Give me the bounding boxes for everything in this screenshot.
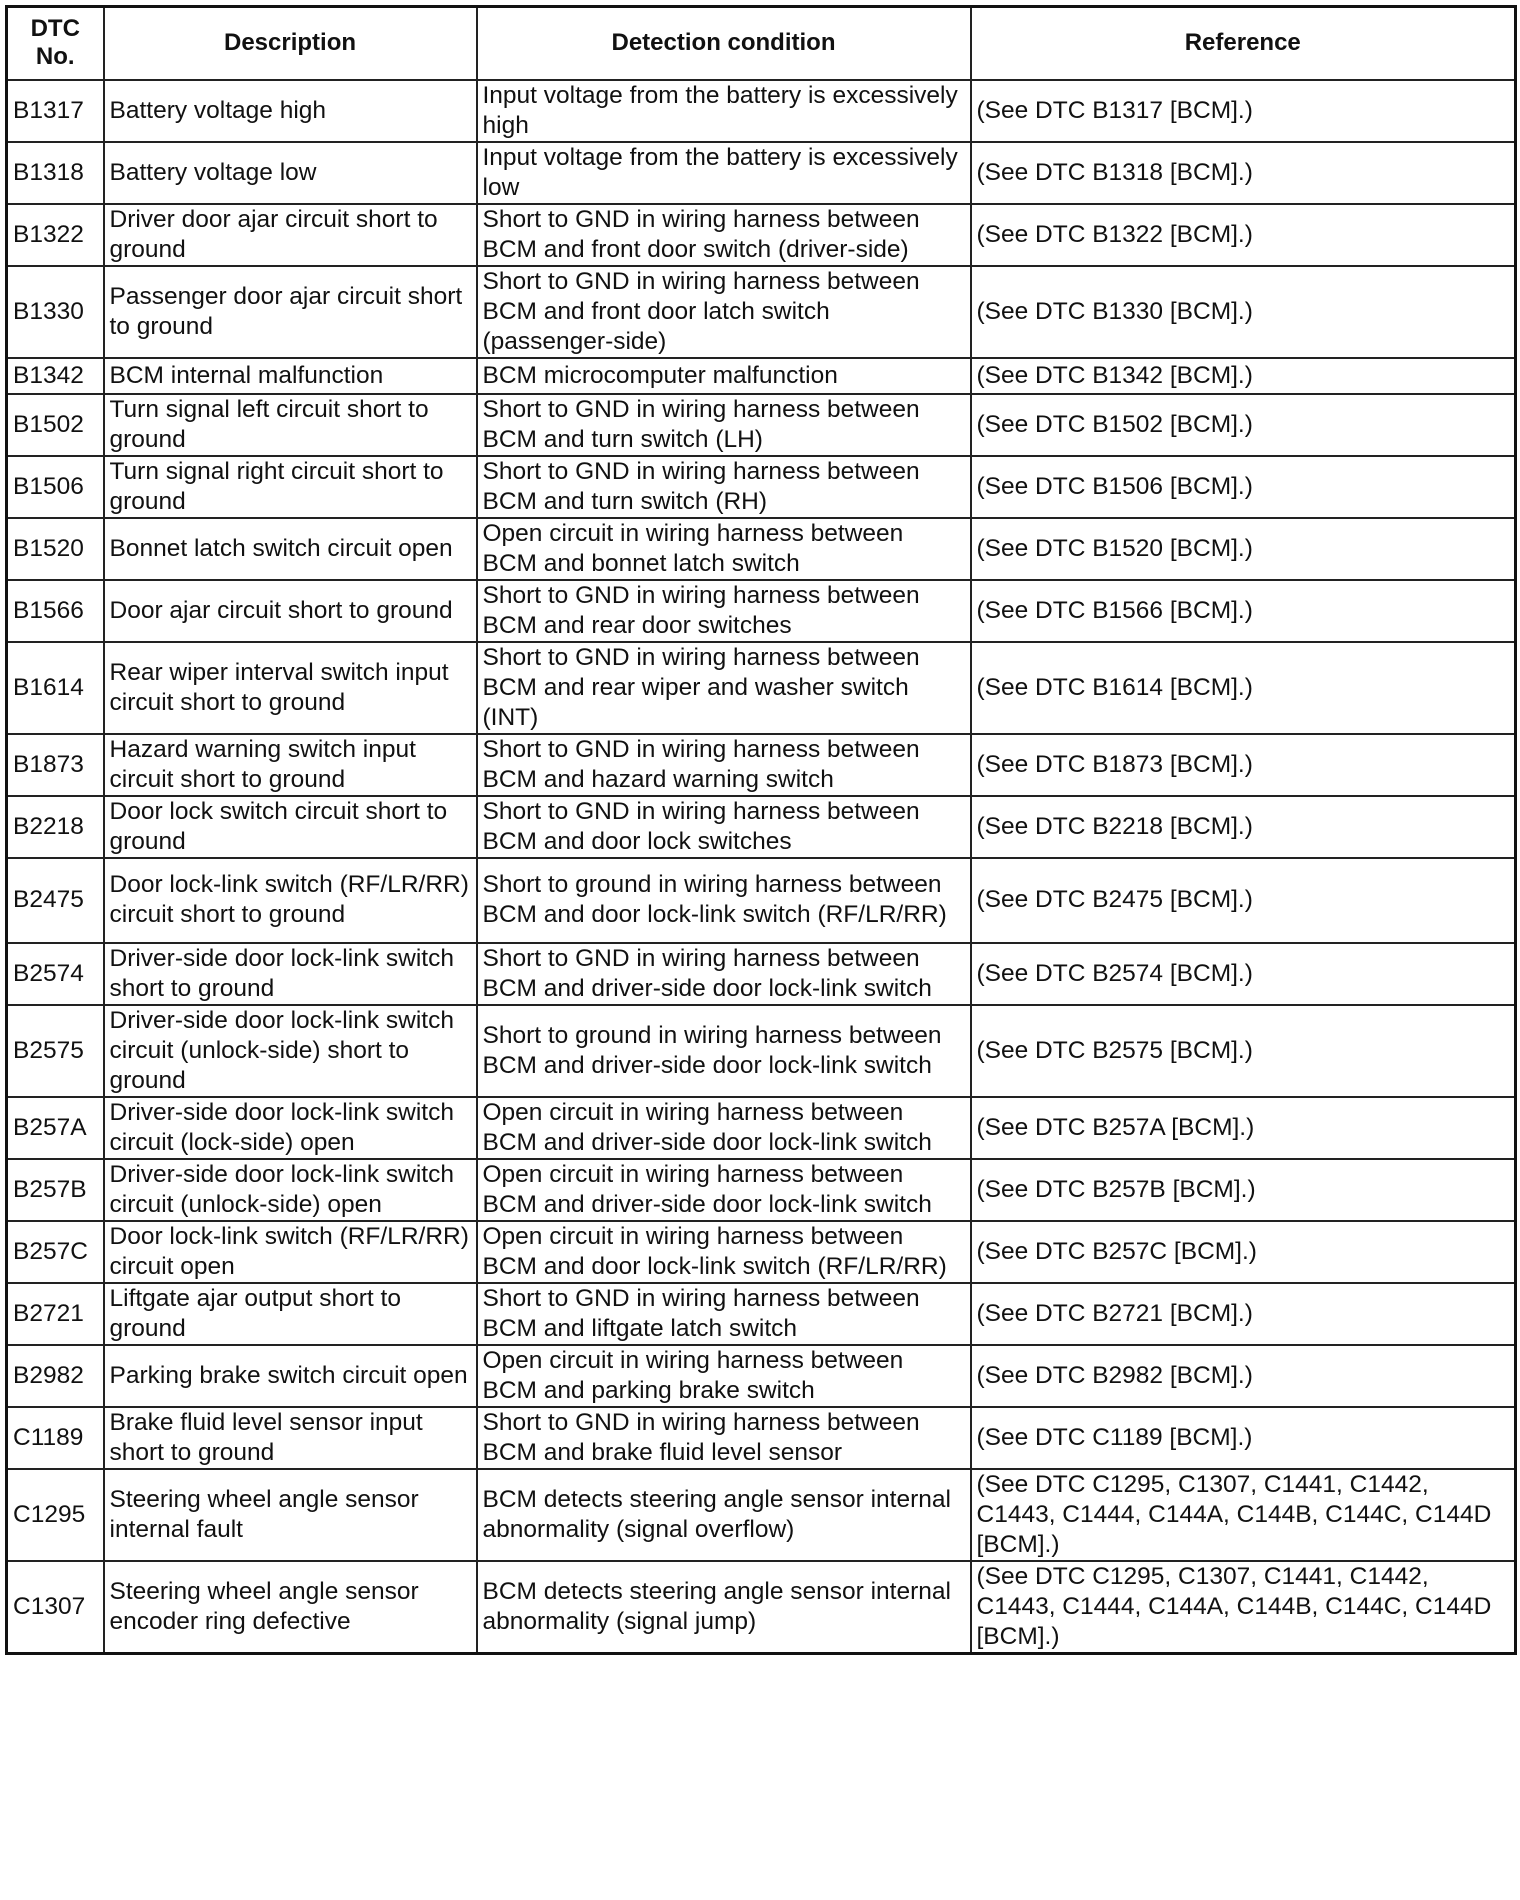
- detection-cell: Open circuit in wiring harness between BCM and parking brake switch: [477, 1345, 971, 1407]
- dtc-cell: B257A: [7, 1097, 104, 1159]
- reference-cell: (See DTC B1520 [BCM].): [971, 518, 1516, 580]
- reference-cell: (See DTC B1502 [BCM].): [971, 394, 1516, 456]
- detection-cell: Open circuit in wiring harness between BCM and driver-side door lock-link switch: [477, 1097, 971, 1159]
- dtc-cell: B257B: [7, 1159, 104, 1221]
- table-row: [7, 1407, 1516, 1469]
- table-row: [7, 796, 1516, 858]
- detection-cell: Short to GND in wiring harness between BCM and front door switch (driver-side): [477, 204, 971, 266]
- description-cell: Door lock switch circuit short to ground: [104, 796, 477, 858]
- detection-cell: Short to ground in wiring harness between BCM and door lock-link switch (RF/LR/RR): [477, 858, 971, 943]
- table-row: [7, 204, 1516, 266]
- description-cell: Brake fluid level sensor input short to ground: [104, 1407, 477, 1469]
- dtc-cell: B1873: [7, 734, 104, 796]
- table-row: [7, 518, 1516, 580]
- reference-cell: (See DTC B257B [BCM].): [971, 1159, 1516, 1221]
- description-cell: Door lock-link switch (RF/LR/RR) circuit short to ground: [104, 858, 477, 943]
- detection-cell: BCM detects steering angle sensor internal abnormality (signal overflow): [477, 1469, 971, 1561]
- dtc-cell: B2721: [7, 1283, 104, 1345]
- reference-cell: (See DTC B1342 [BCM].): [971, 358, 1516, 394]
- reference-cell: (See DTC B257C [BCM].): [971, 1221, 1516, 1283]
- detection-cell: Short to GND in wiring harness between BCM and turn switch (RH): [477, 456, 971, 518]
- table-row: [7, 1345, 1516, 1407]
- dtc-cell: B2575: [7, 1005, 104, 1097]
- header-reference: Reference: [971, 7, 1516, 80]
- dtc-cell: C1307: [7, 1561, 104, 1654]
- reference-cell: (See DTC B1873 [BCM].): [971, 734, 1516, 796]
- table-row: [7, 1469, 1516, 1561]
- reference-cell: (See DTC B1566 [BCM].): [971, 580, 1516, 642]
- dtc-cell: B1342: [7, 358, 104, 394]
- description-cell: Driver-side door lock-link switch circuit (unlock-side) open: [104, 1159, 477, 1221]
- dtc-cell: B2574: [7, 943, 104, 1005]
- table-row: [7, 1221, 1516, 1283]
- table-header-row: [7, 7, 1516, 80]
- dtc-cell: B2982: [7, 1345, 104, 1407]
- dtc-cell: B1318: [7, 142, 104, 204]
- table-body: [7, 80, 1516, 1654]
- reference-cell: (See DTC B1322 [BCM].): [971, 204, 1516, 266]
- dtc-cell: B2218: [7, 796, 104, 858]
- reference-cell: (See DTC B2218 [BCM].): [971, 796, 1516, 858]
- table-row: [7, 456, 1516, 518]
- detection-cell: Open circuit in wiring harness between BCM and door lock-link switch (RF/LR/RR): [477, 1221, 971, 1283]
- header-description: Description: [104, 7, 477, 80]
- header-detection-condition: Detection condition: [477, 7, 971, 80]
- table-row: [7, 1283, 1516, 1345]
- dtc-table: [5, 5, 1517, 1655]
- reference-cell: (See DTC B1506 [BCM].): [971, 456, 1516, 518]
- detection-cell: Short to GND in wiring harness between BCM and front door latch switch (passenger-side): [477, 266, 971, 358]
- detection-cell: Short to GND in wiring harness between BCM and brake fluid level sensor: [477, 1407, 971, 1469]
- description-cell: Steering wheel angle sensor encoder ring defective: [104, 1561, 477, 1654]
- description-cell: Driver-side door lock-link switch circuit (lock-side) open: [104, 1097, 477, 1159]
- reference-cell: (See DTC B1614 [BCM].): [971, 642, 1516, 734]
- detection-cell: Input voltage from the battery is excessively low: [477, 142, 971, 204]
- description-cell: Turn signal right circuit short to ground: [104, 456, 477, 518]
- dtc-cell: B2475: [7, 858, 104, 943]
- description-cell: Door ajar circuit short to ground: [104, 580, 477, 642]
- description-cell: Bonnet latch switch circuit open: [104, 518, 477, 580]
- description-cell: BCM internal malfunction: [104, 358, 477, 394]
- reference-cell: (See DTC B1318 [BCM].): [971, 142, 1516, 204]
- description-cell: Driver-side door lock-link switch circuit (unlock-side) short to ground: [104, 1005, 477, 1097]
- description-cell: Passenger door ajar circuit short to ground: [104, 266, 477, 358]
- detection-cell: Short to GND in wiring harness between BCM and driver-side door lock-link switch: [477, 943, 971, 1005]
- reference-cell: (See DTC B2721 [BCM].): [971, 1283, 1516, 1345]
- table-row: [7, 734, 1516, 796]
- description-cell: Driver door ajar circuit short to ground: [104, 204, 477, 266]
- reference-cell: (See DTC B257A [BCM].): [971, 1097, 1516, 1159]
- description-cell: Liftgate ajar output short to ground: [104, 1283, 477, 1345]
- description-cell: Battery voltage high: [104, 80, 477, 142]
- detection-cell: Short to GND in wiring harness between BCM and turn switch (LH): [477, 394, 971, 456]
- description-cell: Battery voltage low: [104, 142, 477, 204]
- description-cell: Hazard warning switch input circuit short to ground: [104, 734, 477, 796]
- detection-cell: Short to ground in wiring harness between BCM and driver-side door lock-link switch: [477, 1005, 971, 1097]
- table-row: [7, 580, 1516, 642]
- reference-cell: (See DTC B1330 [BCM].): [971, 266, 1516, 358]
- detection-cell: Open circuit in wiring harness between BCM and bonnet latch switch: [477, 518, 971, 580]
- reference-cell: (See DTC C1189 [BCM].): [971, 1407, 1516, 1469]
- reference-cell: (See DTC B1317 [BCM].): [971, 80, 1516, 142]
- table-row: [7, 1159, 1516, 1221]
- table-row: [7, 266, 1516, 358]
- header-dtc-no: DTC No.: [7, 7, 104, 80]
- detection-cell: Short to GND in wiring harness between BCM and hazard warning switch: [477, 734, 971, 796]
- description-cell: Door lock-link switch (RF/LR/RR) circuit open: [104, 1221, 477, 1283]
- reference-cell: (See DTC C1295, C1307, C1441, C1442, C1443, C1444, C144A, C144B, C144C, C144D [BCM].): [971, 1561, 1516, 1654]
- dtc-cell: B1614: [7, 642, 104, 734]
- table-row: [7, 943, 1516, 1005]
- dtc-cell: B1322: [7, 204, 104, 266]
- table-row: [7, 1097, 1516, 1159]
- dtc-cell: B1566: [7, 580, 104, 642]
- reference-cell: (See DTC B2574 [BCM].): [971, 943, 1516, 1005]
- dtc-table-container: [5, 5, 1514, 1655]
- dtc-cell: B1317: [7, 80, 104, 142]
- table-row: [7, 642, 1516, 734]
- description-cell: Rear wiper interval switch input circuit short to ground: [104, 642, 477, 734]
- dtc-cell: B1330: [7, 266, 104, 358]
- reference-cell: (See DTC B2575 [BCM].): [971, 1005, 1516, 1097]
- table-row: [7, 142, 1516, 204]
- detection-cell: Open circuit in wiring harness between BCM and driver-side door lock-link switch: [477, 1159, 971, 1221]
- dtc-cell: B257C: [7, 1221, 104, 1283]
- table-row: [7, 1561, 1516, 1654]
- detection-cell: BCM detects steering angle sensor internal abnormality (signal jump): [477, 1561, 971, 1654]
- detection-cell: Input voltage from the battery is excessively high: [477, 80, 971, 142]
- table-row: [7, 394, 1516, 456]
- description-cell: Turn signal left circuit short to ground: [104, 394, 477, 456]
- table-row: [7, 80, 1516, 142]
- dtc-cell: B1502: [7, 394, 104, 456]
- description-cell: Parking brake switch circuit open: [104, 1345, 477, 1407]
- detection-cell: Short to GND in wiring harness between BCM and door lock switches: [477, 796, 971, 858]
- reference-cell: (See DTC B2475 [BCM].): [971, 858, 1516, 943]
- dtc-cell: B1520: [7, 518, 104, 580]
- detection-cell: Short to GND in wiring harness between BCM and liftgate latch switch: [477, 1283, 971, 1345]
- dtc-cell: B1506: [7, 456, 104, 518]
- detection-cell: Short to GND in wiring harness between BCM and rear wiper and washer switch (INT): [477, 642, 971, 734]
- description-cell: Driver-side door lock-link switch short to ground: [104, 943, 477, 1005]
- table-row: [7, 1005, 1516, 1097]
- detection-cell: Short to GND in wiring harness between BCM and rear door switches: [477, 580, 971, 642]
- table-row: [7, 858, 1516, 943]
- reference-cell: (See DTC B2982 [BCM].): [971, 1345, 1516, 1407]
- dtc-cell: C1295: [7, 1469, 104, 1561]
- description-cell: Steering wheel angle sensor internal fault: [104, 1469, 477, 1561]
- table-row: [7, 358, 1516, 394]
- dtc-cell: C1189: [7, 1407, 104, 1469]
- detection-cell: BCM microcomputer malfunction: [477, 358, 971, 394]
- reference-cell: (See DTC C1295, C1307, C1441, C1442, C1443, C1444, C144A, C144B, C144C, C144D [BCM].): [971, 1469, 1516, 1561]
